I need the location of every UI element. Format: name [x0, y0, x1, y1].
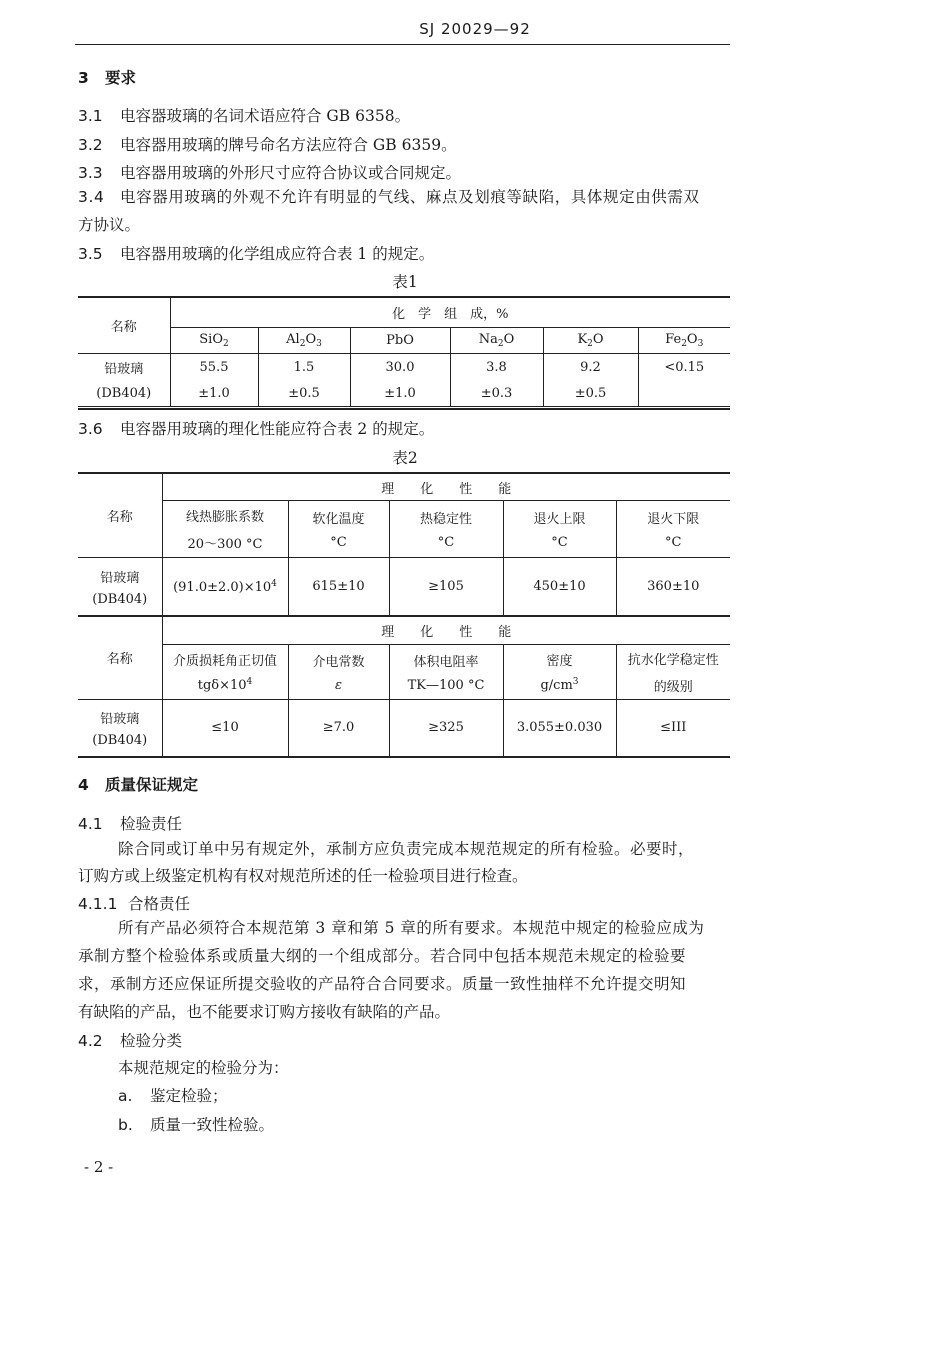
clause-4-1-1: 4.1.1 合格责任 [78, 895, 191, 913]
col-al2o3: $Al_2O_3$ [258, 328, 350, 354]
clause-3-2: 3.2 电容器用玻璃的牌号命名方法应符合 GB 6359。 [78, 136, 457, 154]
table-1 [78, 297, 730, 407]
clause-4-1-1-para-line-1: 所有产品必须符合本规范第 3 章和第 5 章的所有要求。本规范中规定的检验应成为 [118, 919, 705, 937]
col-pbo: PbO [350, 328, 450, 354]
clause-4-1-1-para-line-2: 承制方整个检验体系或质量大纲的一个组成部分。若合同中包括本规范未规定的检验要 [78, 947, 687, 965]
table-2-group-header-2: 理 化 性 能 [162, 617, 730, 644]
col-hydrolytic-resistance: 抗水化学稳定性 的级别 [616, 644, 730, 699]
clause-4-1: 4.1 检验责任 [78, 815, 183, 833]
table-cell: 615±10 [288, 558, 389, 616]
page-number: - 2 - [84, 1158, 114, 1176]
table-1-name-header: 名称 [78, 298, 170, 354]
table-1-material-code: (DB404) [78, 382, 170, 407]
table-cell: ≤III [616, 699, 730, 756]
clause-4-1-1-para-line-3: 求，承制方还应保证所提交验收的产品符合合同要求。质量一致性抽样不允许提交明知 [78, 975, 687, 993]
table-cell: ≥325 [389, 699, 503, 756]
clause-3-6: 3.6 电容器用玻璃的理化性能应符合表 2 的规定。 [78, 420, 435, 438]
table-1-group-header: 化 学 组 成，% [170, 298, 730, 328]
section-3-heading [78, 68, 136, 88]
table-1-material-name: 铅玻璃 [78, 354, 170, 382]
col-loss-tangent: 介质损耗角正切值 $tg\delta\times 10^4$ [162, 644, 288, 699]
table-cell: 3.8 [450, 354, 543, 382]
table-2-material-2: 铅玻璃 (DB404) [78, 699, 162, 756]
clause-3-3: 3.3 电容器用玻璃的外形尺寸应符合协议或合同规定。 [78, 164, 462, 182]
table-1-caption: 表1 [392, 273, 418, 291]
clause-4-2: 4.2 检验分类 [78, 1032, 183, 1050]
clause-4-2-intro: 本规范规定的检验分为： [118, 1059, 289, 1077]
clause-3-4: 3.4 电容器用玻璃的外观不允许有明显的气线、麻点及划痕等缺陷，具体规定由供需双 [78, 188, 700, 206]
table-cell: 55.5 [170, 354, 258, 382]
clause-4-1-1-para-line-4: 有缺陷的产品，也不能要求订购方接收有缺陷的产品。 [78, 1003, 451, 1021]
list-item: a. 鉴定检验； [118, 1087, 228, 1105]
col-softening-temp: 软化温度 °C [288, 501, 389, 558]
table-1-bottom-rule [78, 408, 730, 410]
table-2-name-header-2: 名称 [78, 617, 162, 699]
table-cell: 3.055±0.030 [503, 699, 616, 756]
table-cell: ±1.0 [170, 382, 258, 407]
table-2-bottom-rule [78, 756, 730, 758]
list-item: b. 质量一致性检验。 [118, 1116, 275, 1134]
table-cell: ±0.5 [543, 382, 638, 407]
table-cell: 1.5 [258, 354, 350, 382]
col-annealing-lower: 退火下限 °C [616, 501, 730, 558]
clause-3-4-continued: 方协议。 [78, 216, 141, 234]
table-2-part-2 [78, 617, 730, 757]
table-2-material: 铅玻璃 (DB404) [78, 558, 162, 616]
clause-4-1-para-line-1: 除合同或订单中另有规定外，承制方应负责完成本规范规定的所有检验。必要时， [118, 840, 695, 858]
col-annealing-upper: 退火上限 °C [503, 501, 616, 558]
table-cell: 450±10 [503, 558, 616, 616]
document-code: SJ 20029—92 [419, 20, 531, 38]
table-cell: 9.2 [543, 354, 638, 382]
table-cell: 30.0 [350, 354, 450, 382]
table-cell: ±0.3 [450, 382, 543, 407]
table-cell: ≥105 [389, 558, 503, 616]
clause-3-5: 3.5 电容器用玻璃的化学组成应符合表 1 的规定。 [78, 245, 435, 263]
col-thermal-expansion: 线热膨胀系数 20～300 °C [162, 501, 288, 558]
col-density: 密度 $g/cm^3$ [503, 644, 616, 699]
table-2-name-header: 名称 [78, 474, 162, 558]
table-cell: <0.15 [638, 354, 730, 407]
col-sio2: SiO$_2$ [170, 328, 258, 354]
col-fe2o3: $Fe_2O_3$ [638, 328, 730, 354]
table-2-group-header: 理 化 性 能 [162, 474, 730, 501]
table-cell: 360±10 [616, 558, 730, 616]
col-k2o: $K_2O$ [543, 328, 638, 354]
section-number: 3 [78, 69, 89, 87]
clause-4-1-para-line-2: 订购方或上级鉴定机构有权对规范所述的任一检验项目进行检查。 [78, 867, 528, 885]
col-thermal-stability: 热稳定性 °C [389, 501, 503, 558]
col-volume-resistivity: 体积电阻率 TK—100 °C [389, 644, 503, 699]
header-rule [75, 44, 730, 45]
table-2-part-1 [78, 473, 730, 616]
table-cell: ≥7.0 [288, 699, 389, 756]
table-cell: ≤10 [162, 699, 288, 756]
col-dielectric-constant: 介电常数 ε [288, 644, 389, 699]
section-title: 要求 [105, 68, 137, 87]
table-cell: ±1.0 [350, 382, 450, 407]
table-cell: ±0.5 [258, 382, 350, 407]
section-4-heading: 4 质量保证规定 [78, 775, 199, 794]
table-2-caption: 表2 [392, 449, 418, 467]
table-cell: $(91.0\pm 2.0)\times 10^4$ [162, 558, 288, 616]
clause-3-1: 3.1 电容器玻璃的名词术语应符合 GB 6358。 [78, 107, 411, 125]
col-na2o: $Na_2O$ [450, 328, 543, 354]
